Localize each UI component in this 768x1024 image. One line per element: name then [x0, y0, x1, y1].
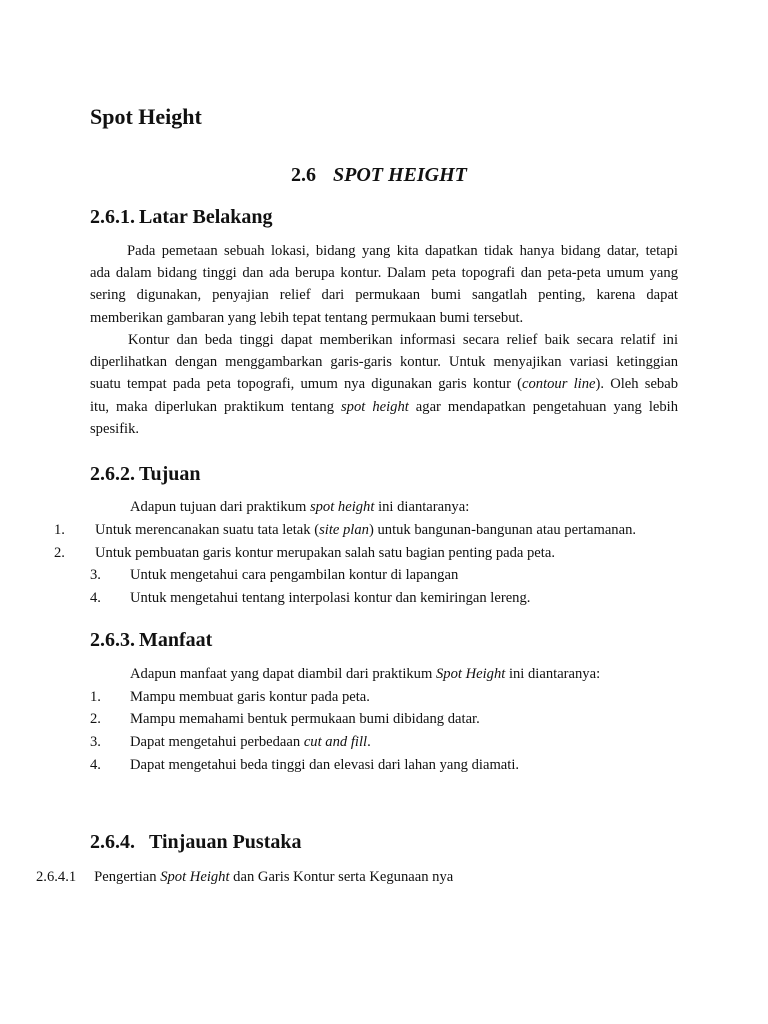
- list-text: Dapat mengetahui beda tinggi dan elevasi dari lahan yang diamati.: [130, 757, 520, 773]
- list-text: Untuk mengetahui tentang interpolasi kontur dan kemiringan lereng.: [130, 590, 531, 606]
- list-text: Mampu memahami bentuk permukaan bumi dibidang datar.: [130, 711, 480, 727]
- subsection-number: 2.6.4.1: [36, 869, 77, 885]
- paragraph-line: sering digunakan, penyajian relief dari permukaan bumi sangatlah penting, karena dapat: [90, 287, 678, 304]
- text-run-italic: Spot Height: [435, 666, 506, 682]
- text-run-italic: site plan: [319, 522, 369, 538]
- text-run: Untuk merencanakan suatu tata letak (: [95, 522, 320, 538]
- section-heading-latar-belakang: 2.6.1. Latar Belakang: [90, 206, 273, 228]
- list-number: 2.: [90, 711, 101, 727]
- text-run-italic: spot height: [341, 398, 409, 415]
- tujuan-intro: [130, 499, 469, 516]
- text-run: Pengertian: [94, 869, 161, 885]
- list-text: Untuk pembuatan garis kontur merupakan salah satu bagian penting pada peta.: [95, 545, 555, 561]
- paragraph-latar-belakang-1: [90, 240, 678, 329]
- document-title: Spot Height: [90, 104, 202, 129]
- text-run: ). Oleh sebab: [595, 376, 678, 393]
- paragraph-line: [90, 373, 678, 395]
- paragraph-line: memberikan gambaran yang lebih tepat tentang permukaan bumi tersebut.: [90, 309, 524, 326]
- chapter-heading: [291, 164, 467, 187]
- subsection-heading: [36, 869, 453, 886]
- list-text: [95, 522, 636, 539]
- text-run: ini diantaranya:: [505, 666, 601, 682]
- paragraph-line: Kontur dan beda tinggi dapat memberikan informasi secara relief baik secara relatif ini: [128, 332, 678, 348]
- list-number: 1.: [54, 522, 65, 538]
- list-text: [130, 734, 371, 751]
- chapter-number: 2.6: [291, 164, 316, 186]
- list-text: Mampu membuat garis kontur pada peta.: [130, 689, 370, 705]
- section-title: Tinjauan Pustaka: [149, 831, 302, 853]
- list-text: Untuk mengetahui cara pengambilan kontur di lapangan: [130, 567, 459, 583]
- section-heading-manfaat: 2.6.3. Manfaat: [90, 629, 213, 651]
- text-run-italic: spot height: [309, 499, 375, 515]
- manfaat-intro: [130, 666, 600, 683]
- list-number: 3.: [90, 734, 101, 750]
- section-number: 2.6.4.: [90, 831, 135, 853]
- text-run: ) untuk bangunan-bangunan atau pertamanan.: [368, 522, 637, 538]
- text-run: .: [367, 734, 371, 750]
- text-run: Adapun tujuan dari praktikum: [130, 499, 310, 515]
- paragraph-line: spesifik.: [90, 420, 140, 437]
- text-run: suatu tempat pada peta topografi, umum nya digunakan garis kontur (: [90, 376, 522, 393]
- list-number: 4.: [90, 590, 101, 606]
- text-run-italic: cut and fill: [303, 734, 368, 750]
- list-number: 3.: [90, 567, 101, 583]
- paragraph-line: [90, 396, 678, 418]
- text-run: dan Garis Kontur serta Kegunaan nya: [229, 869, 454, 885]
- text-run: agar mendapatkan pengetahuan yang lebih: [408, 398, 678, 415]
- paragraph-line: Pada pemetaan sebuah lokasi, bidang yang kita dapatkan tidak hanya bidang datar, tetapi: [127, 243, 678, 259]
- text-run: Adapun manfaat yang dapat diambil dari praktikum: [130, 666, 436, 682]
- paragraph-line: diperlihatkan dengan menggambarkan garis-garis kontur. Untuk menyajikan variasi ketinggian: [90, 354, 678, 371]
- chapter-title: SPOT HEIGHT: [333, 164, 467, 186]
- paragraph-line: ada dalam bidang tinggi dan ada berupa kontur. Dalam peta topografi dan peta-peta umum yang: [90, 265, 678, 282]
- list-number: 4.: [90, 757, 101, 773]
- section-heading-tujuan: 2.6.2. Tujuan: [90, 463, 201, 485]
- text-run: Dapat mengetahui perbedaan: [130, 734, 304, 750]
- text-run: itu, maka diperlukan praktikum tentang: [90, 398, 341, 415]
- list-number: 2.: [54, 545, 65, 561]
- paragraph-latar-belakang-2: [90, 329, 678, 440]
- text-run-italic: Spot Height: [160, 869, 230, 885]
- text-run: ini diantaranya:: [374, 499, 470, 515]
- section-heading-tinjauan-pustaka: [90, 831, 301, 854]
- text-run-italic: contour line: [522, 376, 596, 393]
- list-number: 1.: [90, 689, 101, 705]
